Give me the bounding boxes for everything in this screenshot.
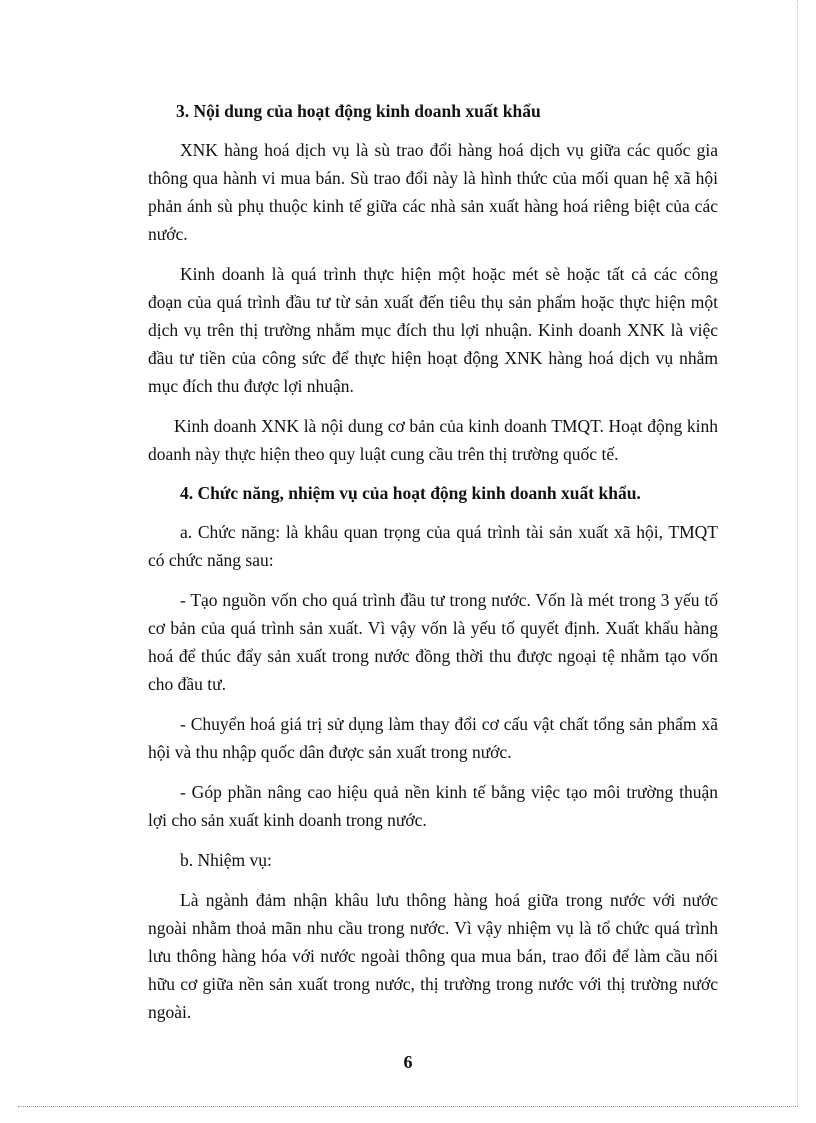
section-4-heading: 4. Chức năng, nhiệm vụ của hoạt động kinh doanh xuất khẩu. [180, 483, 641, 503]
paragraph: Kinh doanh XNK là nội dung cơ bản của kinh doanh TMQT. Hoạt động kinh doanh này thực hiện theo quy luật cung cầu trên thị trường quốc tế. [148, 416, 718, 464]
subheading-nhiem-vu: b. Nhiệm vụ: [180, 850, 272, 870]
paragraph: - Tạo nguồn vốn cho quá trình đầu tư trong nước. Vốn là mét trong 3 yếu tố cơ bản của quá trình sản xuất. Vì vậy vốn là yếu tố quyết định. Xuất khẩu hàng hoá để thúc đẩy sản xuất trong nước đồng thời thu được ngoại tệ nhằm tạo vốn cho đầu tư. [148, 590, 718, 694]
paragraph: - Chuyển hoá giá trị sử dụng làm thay đổi cơ cấu vật chất tổng sản phẩm xã hội và thu nhập quốc dân được sản xuất trong nước. [148, 714, 718, 762]
page-content [148, 98, 718, 1038]
section-3-heading: 3. Nội dung của hoạt động kinh doanh xuất khẩu [176, 101, 541, 121]
footer-divider [18, 1106, 798, 1107]
paragraph: XNK hàng hoá dịch vụ là sù trao đổi hàng hoá dịch vụ giữa các quốc gia thông qua hành vi mua bán. Sù trao đổi này là hình thức của mối quan hệ xã hội phản ánh sù phụ thuộc kinh tế giữa các nhà sản xuất hàng hoá riêng biệt của các nước. [148, 140, 718, 244]
page-number: 6 [403, 1052, 413, 1072]
paragraph: - Góp phần nâng cao hiệu quả nền kinh tế bằng việc tạo môi trường thuận lợi cho sản xuất kinh doanh trong nước. [148, 782, 718, 830]
paragraph: a. Chức năng: là khâu quan trọng của quá trình tài sản xuất xã hội, TMQT có chức năng sau: [148, 522, 718, 570]
margin-guide [797, 0, 798, 1106]
paragraph: Là ngành đảm nhận khâu lưu thông hàng hoá giữa trong nước với nước ngoài nhằm thoả mãn nhu cầu trong nước. Vì vậy nhiệm vụ là tổ chức quá trình lưu thông hàng hóa với nước ngoài thông qua mua bán, trao đổi để làm cầu nối hữu cơ giữa nền sản xuất trong nước, thị trường trong nước với thị trường nước ngoài. [148, 890, 718, 1022]
paragraph: Kinh doanh là quá trình thực hiện một hoặc mét sè hoặc tất cả các công đoạn của quá trình đầu tư từ sản xuất đến tiêu thụ sản phẩm hoặc thực hiện một dịch vụ trên thị trường nhằm mục đích thu lợi nhuận. Kinh doanh XNK là việc đầu tư tiền của công sức để thực hiện hoạt động XNK hàng hoá dịch vụ nhằm mục đích thu được lợi nhuận. [148, 264, 718, 396]
